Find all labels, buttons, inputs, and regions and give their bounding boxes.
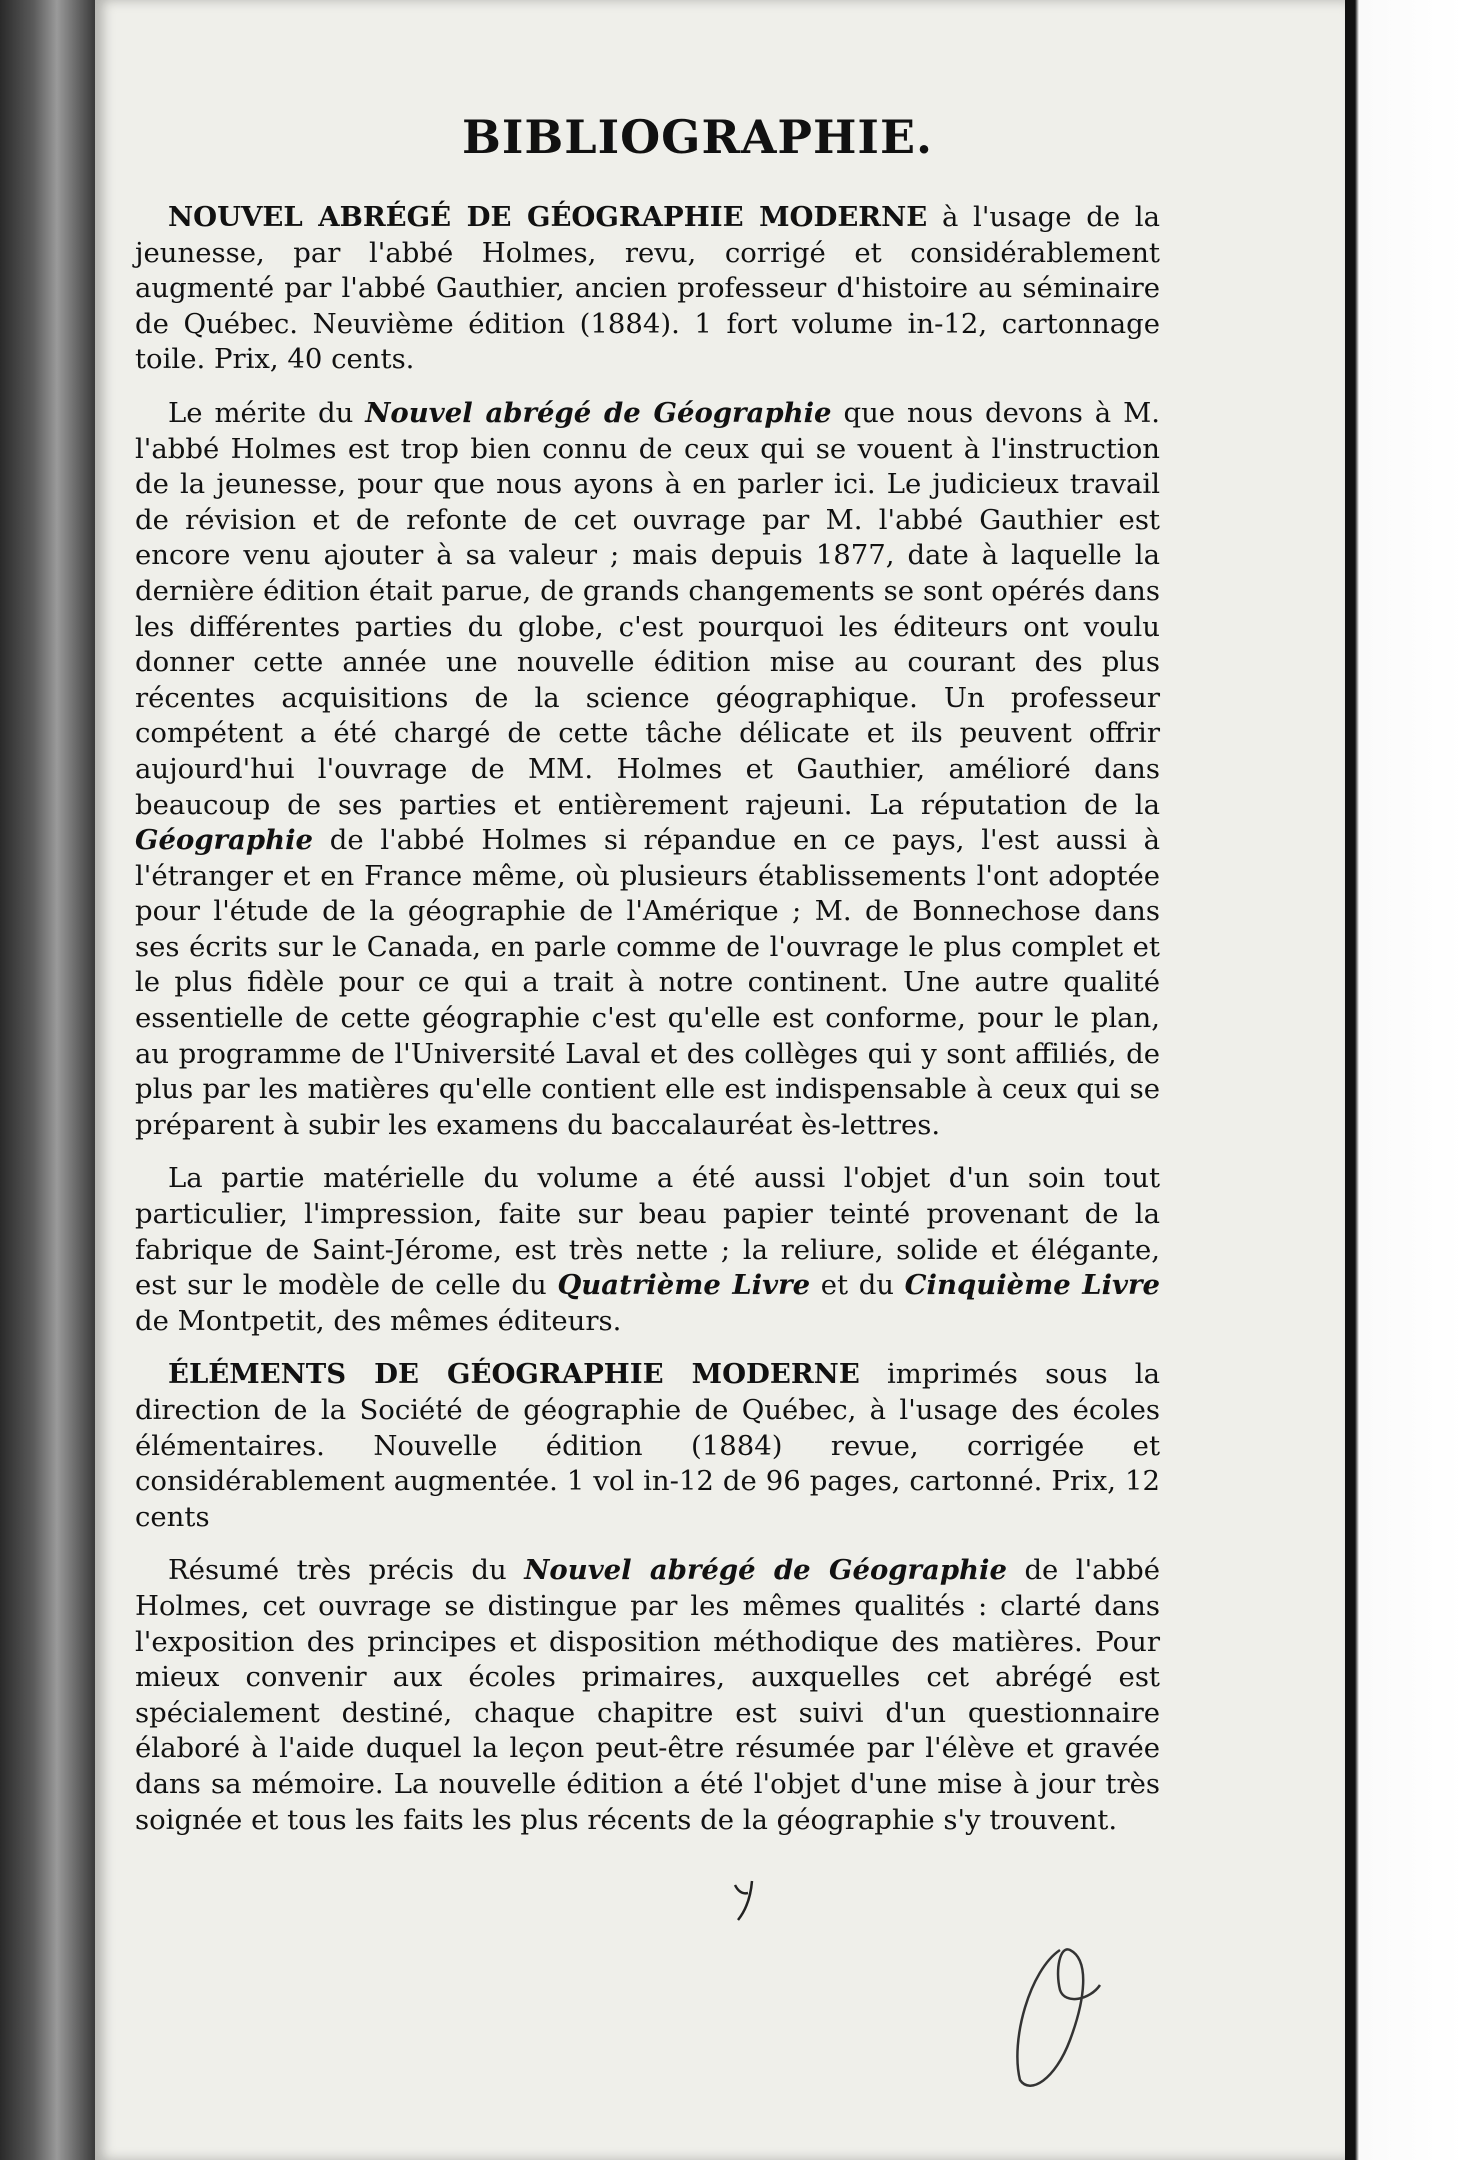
page-content <box>135 110 1160 1856</box>
page-title: BIBLIOGRAPHIE. <box>461 110 934 164</box>
text-run: de l'abbé Holmes, cet ouvrage se distingue par les mêmes qualités : clarté dans l'exposition des principes et disposition méthodique des matières. Pour mieux convenir aux écoles primaires, auxquelles cet abrégé est spécialement destiné, chaque chapitre est suivi d'un questionnaire élaboré à l'aide duquel la leçon peut-être résumée par l'élève et gravée dans sa mémoire. La nouvelle édition a été l'objet d'une mise à jour très soignée et tous les faits les plus récents de la géographie s'y trouvent. <box>135 1554 1161 1836</box>
entry2-heading: ÉLÉMENTS DE GÉOGRAPHIE MODERNE <box>168 1358 860 1391</box>
book-spine <box>0 0 95 2160</box>
entry1-description: à l'usage de la jeunesse, par l'abbé Holmes, revu, corrigé et considérablement augmenté par l'abbé Gauthier, ancien professeur d'histoire au séminaire de Québec. Neuvième édition (1884). 1 fort volume in-12, cartonnage toile. Prix, 40 cents. <box>135 201 1160 376</box>
text-run: Le mérite du <box>168 396 366 429</box>
entry1-review-paragraph-1 <box>135 396 1160 1143</box>
text-run: Résumé très précis du <box>168 1554 525 1587</box>
entry2-description: imprimés sous la direction de la Société de géographie de Québec, à l'usage des écoles élémentaires. Nouvelle édition (1884) revue, corrigée et considérablement augmentée. 1 vol in-12 de 96 pages, cartonné. Prix, 12 cents <box>135 1358 1160 1533</box>
page-edge <box>1345 0 1464 2160</box>
text-run: de Montpetit, des mêmes éditeurs. <box>135 1304 622 1337</box>
text-run: de l'abbé Holmes si répandue en ce pays, l'est aussi à l'étranger et en France même, où plusieurs établissements l'ont adoptée pour l'étude de la géographie de l'Amérique ; M. de Bonnechose dans ses écrits sur le Canada, en parle comme de l'ouvrage le plus complet et le plus fidèle pour ce qui a trait à notre continent. Une autre qualité essentielle de cette géographie c'est qu'elle est conforme, pour le plan, au programme de l'Université Laval et des collèges qui y sont affiliés, de plus par les matières qu'elle contient elle est indispensable à ceux qui se préparent à subir les examens du baccalauréat ès-lettres. <box>135 824 1160 1141</box>
entry1-review-paragraph-2 <box>135 1161 1160 1339</box>
book-title-italic: Nouvel abrégé de Géographie <box>365 396 832 429</box>
text-run: et du <box>810 1269 905 1302</box>
handwritten-annotation <box>1000 1930 1120 2100</box>
entry2-citation <box>135 1357 1160 1535</box>
handwritten-mark <box>730 1875 770 1925</box>
book-title-italic: Quatrième Livre <box>557 1269 811 1302</box>
entry2-review-paragraph <box>135 1553 1160 1838</box>
text-run: La partie matérielle du volume a été aussi l'objet d'un soin tout particulier, l'impression, faite sur beau papier teinté provenant de la fabrique de Saint-Jérome, est très nette ; la reliure, solide et élégante, est sur le modèle de celle du <box>135 1162 1160 1302</box>
text-run: que nous devons à M. l'abbé Holmes est trop bien connu de ceux qui se vouent à l'instruction de la jeunesse, pour que nous ayons à en parler ici. Le judicieux travail de révision et de refonte de cet ouvrage par M. l'abbé Gauthier est encore venu ajouter à sa valeur ; mais depuis 1877, date à laquelle la dernière édition était parue, de grands changements se sont opérés dans les différentes parties du globe, c'est pourquoi les éditeurs ont voulu donner cette année une nouvelle édition mise au courant des plus récentes acquisitions de la science géographique. Un professeur compétent a été chargé de cette tâche délicate et ils peuvent offrir aujourd'hui l'ouvrage de MM. Holmes et Gauthier, amélioré dans beaucoup de ses parties et entièrement rajeuni. La réputation de la <box>135 396 1161 821</box>
book-title-italic: Cinquième Livre <box>904 1269 1160 1302</box>
entry1-citation <box>135 200 1160 378</box>
book-title-italic: Géographie <box>135 824 314 857</box>
entry1-heading: NOUVEL ABRÉGÉ DE GÉOGRAPHIE MODERNE <box>168 201 928 233</box>
book-title-italic: Nouvel abrégé de Géographie <box>524 1554 1007 1587</box>
